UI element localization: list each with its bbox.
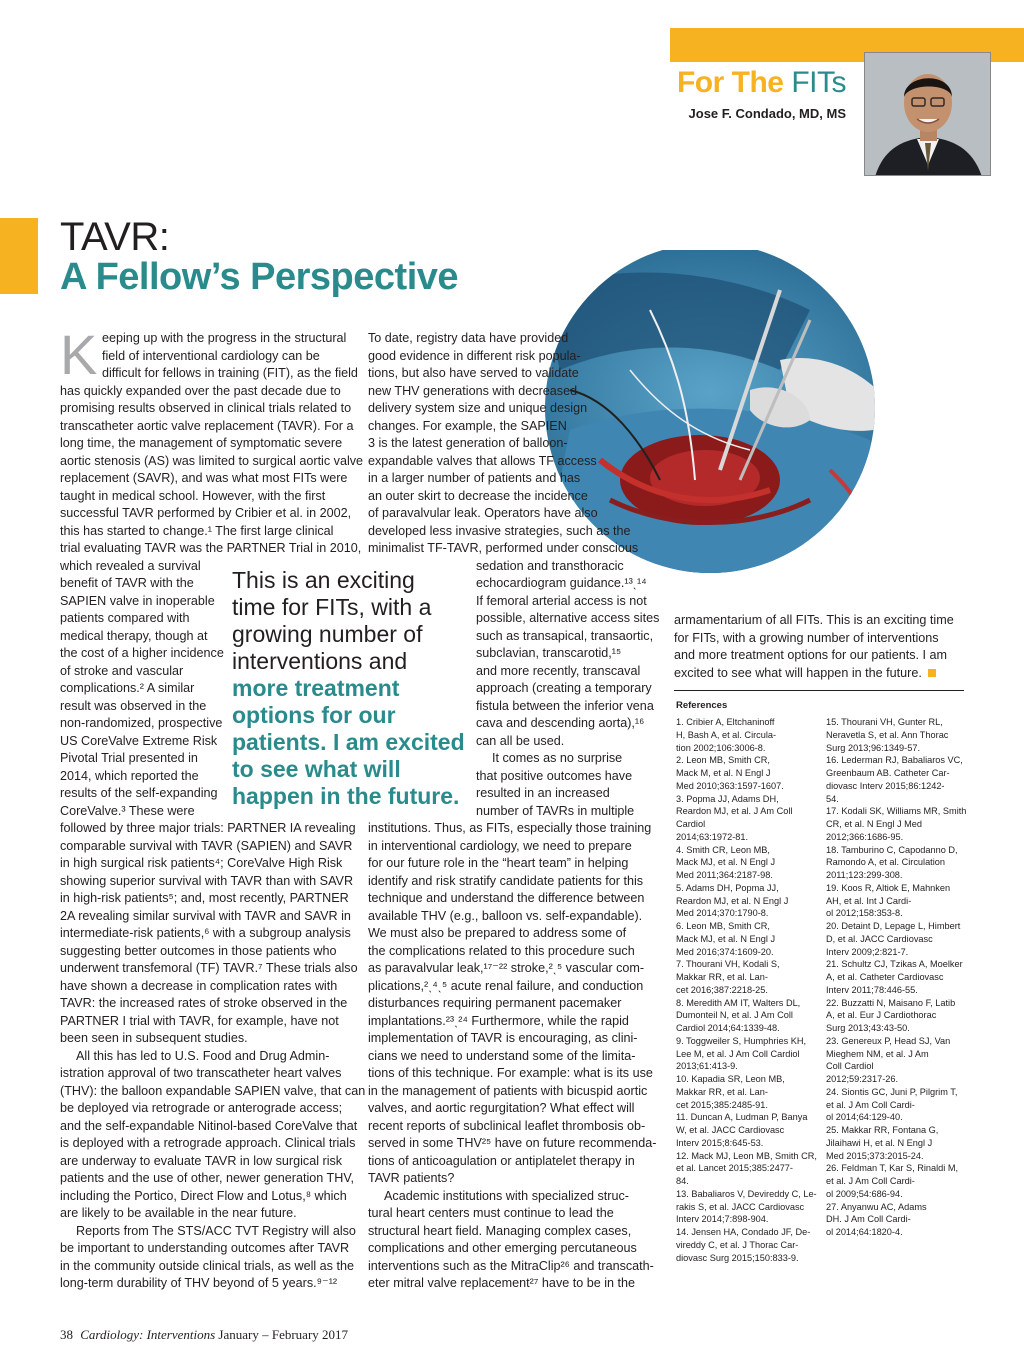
- body-text-line: PARTNER I trial with TAVR, for example, have not: [60, 1013, 339, 1028]
- reference-line: Interv 2015;8:645-53.: [676, 1137, 764, 1148]
- body-text-line: are likely to be available in the near future.: [60, 1206, 297, 1220]
- body-text-line: showing superior survival with TAVR than with SAVR: [60, 873, 354, 888]
- reference-line: 2014;63:1972-81.: [676, 831, 749, 842]
- body-text-line: results of the self-expanding: [60, 786, 218, 800]
- body-text-line: trial evaluating TAVR was the PARTNER Trial in 2010,: [60, 541, 362, 555]
- body-text-line: fistula between the inferior vena: [476, 698, 654, 713]
- body-text-line: technique and understand the difference between: [368, 891, 645, 905]
- body-text-line: been seen in subsequent studies.: [60, 1031, 248, 1045]
- body-text-line: cava and descending aorta),¹⁶: [476, 716, 645, 730]
- reference-line: Med 2011;364:2187-98.: [676, 870, 773, 880]
- body-text-line: in a larger number of patients and has: [368, 471, 581, 485]
- reference-line: 24. Siontis GC, Juni P, Pilgrim T,: [826, 1086, 958, 1097]
- body-text-line: followed by three major trials: PARTNER IA revealing: [60, 821, 356, 835]
- section-heading: [677, 66, 846, 100]
- body-text-line: recent reports of subclinical leaflet thrombosis ob-: [368, 1118, 646, 1133]
- reference-line: 26. Feldman T, Kar S, Rinaldi M,: [826, 1163, 959, 1174]
- body-text-line: available THV (e.g., balloon vs. self-expandable).: [368, 908, 643, 923]
- body-text-line: tions of this technique. For example: what is its use: [368, 1066, 653, 1080]
- reference-line: Mack MJ, et al. N Engl J: [676, 857, 776, 868]
- body-text-line: transcatheter aortic valve replacement (TAVR). For a: [60, 418, 354, 433]
- body-text-line: TAVR patients?: [368, 1171, 455, 1185]
- body-text-line: good evidence in different risk popula-: [368, 348, 581, 363]
- body-text-line: patients compared with: [60, 611, 190, 625]
- reference-line: 2. Leon MB, Smith CR,: [676, 755, 770, 766]
- body-text-line: eeping up with the progress in the structural: [102, 331, 347, 345]
- body-text-line: approach (creating a temporary: [476, 681, 652, 695]
- reference-line: 3. Popma JJ, Adams DH,: [676, 793, 779, 804]
- reference-line: 4. Smith CR, Leon MB,: [676, 844, 770, 855]
- reference-line: Med 2014;370:1790-8.: [676, 908, 769, 919]
- body-text-line: implementation of TAVR is encouraging, as clini-: [368, 1031, 638, 1045]
- references-divider: [674, 690, 964, 691]
- end-of-article-mark: [928, 669, 936, 677]
- drop-cap: K: [60, 323, 98, 386]
- body-text-line: complications and other emerging percutaneous: [368, 1241, 637, 1255]
- reference-line: H, Bash A, et al. Circula-: [676, 729, 777, 740]
- body-text-line: suggesting better outcomes in those patients who: [60, 943, 337, 958]
- body-text-line: minimalist TF-TAVR, performed under conscious: [368, 541, 639, 555]
- body-text-line: in the community outside clinical trials, as well as the: [60, 1258, 354, 1273]
- pull-quote-emphasis-line: patients. I am excited: [232, 729, 465, 755]
- body-text-line: including the Portico, Direct Flow and Lotus,⁸ which: [60, 1188, 347, 1203]
- reference-line: diovasc Surg 2015;150:833-9.: [676, 1252, 799, 1263]
- body-text-line: changes. For example, the SAPIEN: [368, 418, 567, 433]
- page-footer: [60, 1327, 348, 1343]
- reference-line: et al. Lancet 2015;385:2477-: [676, 1163, 793, 1174]
- body-text-line: sedation and transthoracic: [476, 558, 624, 573]
- body-text-line: Academic institutions with specialized struc-: [384, 1188, 629, 1203]
- reference-line: Mack MJ, et al. N Engl J: [676, 933, 776, 944]
- body-text-line: Reports from The STS/ACC TVT Registry will also: [76, 1223, 356, 1238]
- reference-line: 16. Lederman RJ, Babaliaros VC,: [826, 755, 963, 766]
- body-text-line: be deployed via retrograde or anterograde access;: [60, 1101, 343, 1115]
- body-text-line: in high-risk patients⁵; and, most recently, PARTNER: [60, 891, 349, 905]
- body-text-line: We must also be prepared to address some of: [368, 926, 627, 940]
- body-text-line: complications.² A similar: [60, 681, 195, 695]
- reference-line: Mieghem NM, et al. J Am: [826, 1048, 929, 1059]
- title-accent-tab: [0, 218, 38, 294]
- body-text-line: is deployed with a retrograde approach. Clinical trials: [60, 1136, 356, 1150]
- body-text-line: structural heart field. Managing complex cases,: [368, 1223, 632, 1238]
- body-text-line: and more treatment options for our patients. I am: [674, 648, 948, 662]
- body-text-line: CoreValve.³ These were: [60, 803, 195, 818]
- body-text-line: developed less invasive strategies, such as the: [368, 523, 631, 538]
- reference-line: A, et al. Catheter Cardiovasc: [826, 972, 944, 982]
- reference-line: 20. Detaint D, Lepage L, Himbert: [826, 921, 961, 931]
- reference-line: 2012;366:1686-95.: [826, 831, 904, 842]
- reference-line: Med 2010;363:1597-1607.: [676, 780, 784, 791]
- body-text-line: expandable valves that allows TF access: [368, 453, 597, 468]
- body-text-line: cians we need to understand some of the limita-: [368, 1048, 636, 1063]
- reference-line: Interv 2009;2:821-7.: [826, 946, 909, 957]
- reference-line: Interv 2011;78:446-55.: [826, 984, 918, 995]
- reference-line: vireddy C, et al. J Thorac Car-: [676, 1239, 799, 1250]
- body-text-line: the complications related to this procedure such: [368, 943, 635, 958]
- pull-quote-emphasis-line: more treatment: [232, 675, 400, 701]
- body-text-line: delivery system size and unique design: [368, 401, 588, 415]
- pull-quote-emphasis-line: to see what will: [232, 756, 401, 782]
- section-heading-part-a: For The: [676, 66, 784, 99]
- body-text-line: possible, alternative access sites: [476, 611, 660, 625]
- body-text-line: SAPIEN valve in inoperable: [60, 593, 215, 608]
- body-text-line: tions, but also have served to validate: [368, 366, 579, 380]
- references-heading: References: [676, 700, 728, 711]
- body-text-line: To date, registry data have provided: [368, 331, 569, 345]
- body-text-line: new THV generations with decreased: [368, 383, 578, 398]
- reference-line: Makkar RR, et al. Lan-: [676, 972, 768, 982]
- body-text-line: number of TAVRs in multiple: [476, 803, 635, 818]
- reference-line: 6. Leon MB, Smith CR,: [676, 921, 770, 931]
- body-text-line: an outer skirt to decrease the incidence: [368, 488, 588, 503]
- body-text-line: All this has led to U.S. Food and Drug Admin-: [76, 1048, 330, 1063]
- body-text-line: Pivotal Trial presented in: [60, 751, 198, 765]
- reference-line: Neravetla S, et al. Ann Thorac: [826, 729, 949, 740]
- reference-line: Cardiol 2014;64:1339-48.: [676, 1023, 780, 1033]
- body-text-line: which revealed a survival: [60, 558, 201, 573]
- body-text-line: comparable survival with TAVR (SAPIEN) and SAVR: [60, 838, 353, 853]
- body-text-line: eter mitral valve replacement²⁷ have to be in the: [368, 1276, 636, 1290]
- body-text-line: tions of anticoagulation or antiplatelet therapy in: [368, 1153, 635, 1168]
- reference-line: Reardon MJ, et al. N Engl J: [676, 895, 789, 906]
- body-text-line: aortic stenosis (AS) was limited to surgical aortic valve: [60, 453, 364, 468]
- reference-line: 11. Duncan A, Ludman P, Banya: [676, 1112, 808, 1123]
- body-text-line: resulted in an increased: [476, 786, 610, 800]
- reference-line: rakis S, et al. JACC Cardiovasc: [676, 1201, 805, 1212]
- body-text-line: implantations.²³ˎ²⁴ Furthermore, while the rapid: [368, 1013, 629, 1028]
- pull-quote-line: time for FITs, with a: [232, 594, 432, 620]
- body-text-line: identify and risk stratify candidate patients for this: [368, 873, 644, 888]
- reference-line: Med 2015;373:2015-24.: [826, 1150, 924, 1161]
- issue-date: January – February 2017: [218, 1327, 349, 1342]
- body-text-line: promising results observed in clinical trials related to: [60, 401, 352, 415]
- reference-line: et al. J Am Coll Cardi-: [826, 1099, 915, 1110]
- body-text-line: as paravalvular leak,¹⁷⁻²² stroke,²ˎ⁵ vascular com-: [368, 961, 645, 975]
- reference-line: tion 2002;106:3006-8.: [676, 742, 766, 753]
- pull-quote-emphasis-line: options for our: [232, 702, 396, 728]
- body-text-line: If femoral arterial access is not: [476, 593, 647, 608]
- body-text-line: intermediate-risk patients,⁶ with a subgroup analysis: [60, 926, 351, 940]
- body-text-line: this has started to change.¹ The first large clinical: [60, 523, 334, 538]
- reference-line: 54.: [826, 793, 839, 804]
- page-number: 38: [60, 1327, 73, 1342]
- reference-line: 2012;59:2317-26.: [826, 1074, 899, 1084]
- reference-line: A, et al. Eur J Cardiothorac: [826, 1010, 937, 1021]
- body-text-line: istration approval of two transcatheter heart valves: [60, 1066, 342, 1080]
- body-text-line: (THV): the balloon expandable SAPIEN valve, that can: [60, 1083, 366, 1098]
- body-text-line: result was observed in the: [60, 698, 207, 713]
- body-text-line: be important to understanding outcomes after TAVR: [60, 1241, 350, 1255]
- author-byline: Jose F. Condado, MD, MS: [688, 106, 846, 121]
- reference-line: 10. Kapadia SR, Leon MB,: [676, 1074, 785, 1084]
- body-text-line: and more recently, transcaval: [476, 663, 641, 678]
- reference-line: Cardiol: [676, 819, 706, 829]
- body-text-line: field of interventional cardiology can be: [102, 348, 320, 363]
- body-text-line: in interventional cardiology, we need to prepare: [368, 838, 632, 853]
- reference-line: 12. Mack MJ, Leon MB, Smith CR,: [676, 1150, 817, 1161]
- body-text-line: disturbances requiring permanent pacemaker: [368, 996, 622, 1010]
- reference-line: 18. Tamburino C, Capodanno D,: [826, 844, 958, 855]
- reference-line: 13. Babaliaros V, Devireddy C, Le-: [676, 1188, 817, 1199]
- body-text-line: have shown a decrease in complication rates with: [60, 978, 338, 993]
- body-text-line: taught in medical school. However, with the first: [60, 488, 326, 503]
- body-text-line: echocardiogram guidance.¹³ˎ¹⁴: [476, 576, 647, 590]
- reference-line: 21. Schultz CJ, Tzikas A, Moelker: [826, 959, 963, 970]
- body-text-line: tural heart centers must continue to lead the: [368, 1206, 614, 1220]
- body-text-line: medical therapy, though at: [60, 628, 208, 643]
- body-text-line: plications,²ˎ⁴ˎ⁵ acute renal failure, and conduction: [368, 978, 644, 993]
- reference-line: D, et al. JACC Cardiovasc: [826, 933, 933, 944]
- reference-line: 25. Makkar RR, Fontana G,: [826, 1125, 939, 1135]
- reference-line: diovasc Interv 2015;86:1242-: [826, 780, 945, 791]
- body-text-line: for FITs, with a growing number of interventions: [674, 630, 939, 645]
- reference-line: 1. Cribier A, Eltchaninoff: [676, 717, 775, 727]
- pull-quote-line: interventions and: [232, 648, 408, 674]
- reference-line: ol 2014;64:129-40.: [826, 1112, 903, 1123]
- body-text-line: 2014, which reported the: [60, 768, 199, 783]
- reference-line: 23. Genereux P, Head SJ, Van: [826, 1035, 951, 1046]
- reference-line: 9. Toggweiler S, Humphries KH,: [676, 1035, 807, 1046]
- reference-line: 84.: [676, 1176, 689, 1186]
- body-text-line: underwent transfemoral (TF) TAVR.⁷ These trials also: [60, 961, 358, 975]
- reference-line: cet 2015;385:2485-91.: [676, 1099, 768, 1110]
- body-text-line: difficult for fellows in training (FIT), as the field: [102, 366, 358, 380]
- reference-line: Dumonteil N, et al. J Am Coll: [676, 1010, 793, 1021]
- body-text-line: can all be used.: [476, 733, 565, 748]
- article-title-line2: A Fellow’s Perspective: [60, 256, 459, 298]
- section-heading-part-b: FITs: [791, 66, 846, 99]
- reference-line: W, et al. JACC Cardiovasc: [676, 1125, 785, 1135]
- pull-quote-line: growing number of: [232, 621, 423, 647]
- reference-line: 2011;123:299-308.: [826, 870, 903, 880]
- body-text-line: 3 is the latest generation of balloon-: [368, 436, 568, 450]
- pull-quote-emphasis-line: happen in the future.: [232, 783, 460, 809]
- body-text-line: of paravalvular leak. Operators have also: [368, 506, 598, 520]
- reference-line: DH. J Am Coll Cardi-: [826, 1214, 911, 1225]
- reference-line: Greenbaum AB. Catheter Car-: [826, 768, 950, 778]
- body-text-line: benefit of TAVR with the: [60, 576, 194, 590]
- body-text-line: subclavian, transcarotid,¹⁵: [476, 646, 622, 660]
- body-text-line: armamentarium of all FITs. This is an exciting time: [674, 613, 954, 627]
- reference-line: cet 2016;387:2218-25.: [676, 984, 768, 995]
- body-text-line: interventions such as the MitraClip²⁶ and transcath-: [368, 1258, 654, 1273]
- article-title-line1: TAVR:: [60, 215, 170, 259]
- reference-line: 22. Buzzatti N, Maisano F, Latib: [826, 997, 956, 1008]
- reference-line: 14. Jensen HA, Condado JF, De-: [676, 1227, 811, 1237]
- reference-line: Lee M, et al. J Am Coll Cardiol: [676, 1048, 800, 1059]
- body-text-line: US CoreValve Extreme Risk: [60, 733, 218, 748]
- reference-line: 8. Meredith AM IT, Walters DL,: [676, 997, 801, 1008]
- journal-name: Cardiology: Interventions: [80, 1327, 216, 1342]
- reference-line: ol 2009;54:686-94.: [826, 1188, 903, 1199]
- body-text-line: long time, the management of symptomatic severe: [60, 436, 343, 450]
- reference-line: 7. Thourani VH, Kodali S,: [676, 959, 780, 970]
- body-text-line: for our future role in the “heart team” in helping: [368, 856, 629, 870]
- body-text-line: in high surgical risk patients⁴; CoreValve High Risk: [60, 856, 343, 870]
- reference-line: 19. Koos R, Altiok E, Mahnken: [826, 882, 951, 893]
- body-text-line: patients and the use of other, newer generation THV,: [60, 1171, 355, 1185]
- body-text-line: long-term durability of THV beyond of 5 years.⁹⁻¹²: [60, 1276, 338, 1290]
- body-text-line: 2A revealing similar survival with TAVR and SAVR in: [60, 908, 351, 923]
- reference-line: Surg 2013;43:43-50.: [826, 1023, 910, 1033]
- reference-line: Reardon MJ, et al. J Am Coll: [676, 806, 793, 817]
- body-text-line: has quickly expanded over the past decade due to: [60, 383, 341, 398]
- body-text-line: are underway to evaluate TAVR in low surgical risk: [60, 1153, 343, 1168]
- reference-line: 27. Anyanwu AC, Adams: [826, 1201, 927, 1212]
- body-text-line: served in some THV²⁵ have on future recommenda-: [368, 1136, 657, 1150]
- reference-line: ol 2014;64:1820-4.: [826, 1227, 903, 1237]
- body-text-line: and the self-expandable Nitinol-based CoreValve that: [60, 1118, 358, 1133]
- pull-quote: [232, 567, 472, 810]
- author-portrait: [864, 52, 991, 176]
- body-text-line: TAVR: the increased rates of stroke observed in the: [60, 996, 348, 1010]
- body-text-line: replacement (SAVR), and was what most FITs were: [60, 471, 348, 485]
- body-text-line: excited to see what will happen in the future.: [674, 665, 936, 682]
- reference-line: Med 2016;374:1609-20.: [676, 946, 774, 957]
- reference-line: 17. Kodali SK, Williams MR, Smith: [826, 806, 967, 817]
- reference-line: 2013;61:413-9.: [676, 1061, 738, 1072]
- reference-line: Makkar RR, et al. Lan-: [676, 1086, 768, 1097]
- reference-line: Jilaihawi H, et al. N Engl J: [826, 1137, 933, 1148]
- body-text-line: that positive outcomes have: [476, 768, 633, 783]
- body-text-line: the cost of a higher incidence: [60, 646, 224, 660]
- body-text-line: successful TAVR performed by Cribier et al. in 2002,: [60, 506, 352, 520]
- body-text-line: in the management of patients with bicuspid aortic: [368, 1083, 648, 1098]
- reference-line: Mack M, et al. N Engl J: [676, 768, 771, 778]
- reference-line: Surg 2013;96:1349-57.: [826, 742, 920, 753]
- body-text-line: of stroke and vascular: [60, 663, 184, 678]
- reference-line: 15. Thourani VH, Gunter RL,: [826, 717, 943, 727]
- reference-line: AH, et al. Int J Cardi-: [826, 895, 912, 906]
- reference-line: Ramondo A, et al. Circulation: [826, 857, 945, 868]
- reference-line: ol 2012;158:353-8.: [826, 908, 903, 919]
- body-text-line: institutions. Thus, as FITs, especially those training: [368, 821, 652, 835]
- reference-line: Interv 2014;7:898-904.: [676, 1214, 769, 1225]
- reference-line: et al. J Am Coll Cardi-: [826, 1176, 915, 1186]
- reference-line: 5. Adams DH, Popma JJ,: [676, 882, 779, 893]
- body-text-line: It comes as no surprise: [492, 751, 623, 765]
- pull-quote-line: This is an exciting: [232, 567, 415, 593]
- reference-line: CR, et al. N Engl J Med: [826, 819, 922, 829]
- body-text-line: valves, and aortic regurgitation? What effect will: [368, 1101, 635, 1115]
- reference-line: Coll Cardiol: [826, 1061, 874, 1072]
- body-text-line: such as transapical, transaortic,: [476, 628, 654, 643]
- body-text-line: non-randomized, prospective: [60, 716, 223, 730]
